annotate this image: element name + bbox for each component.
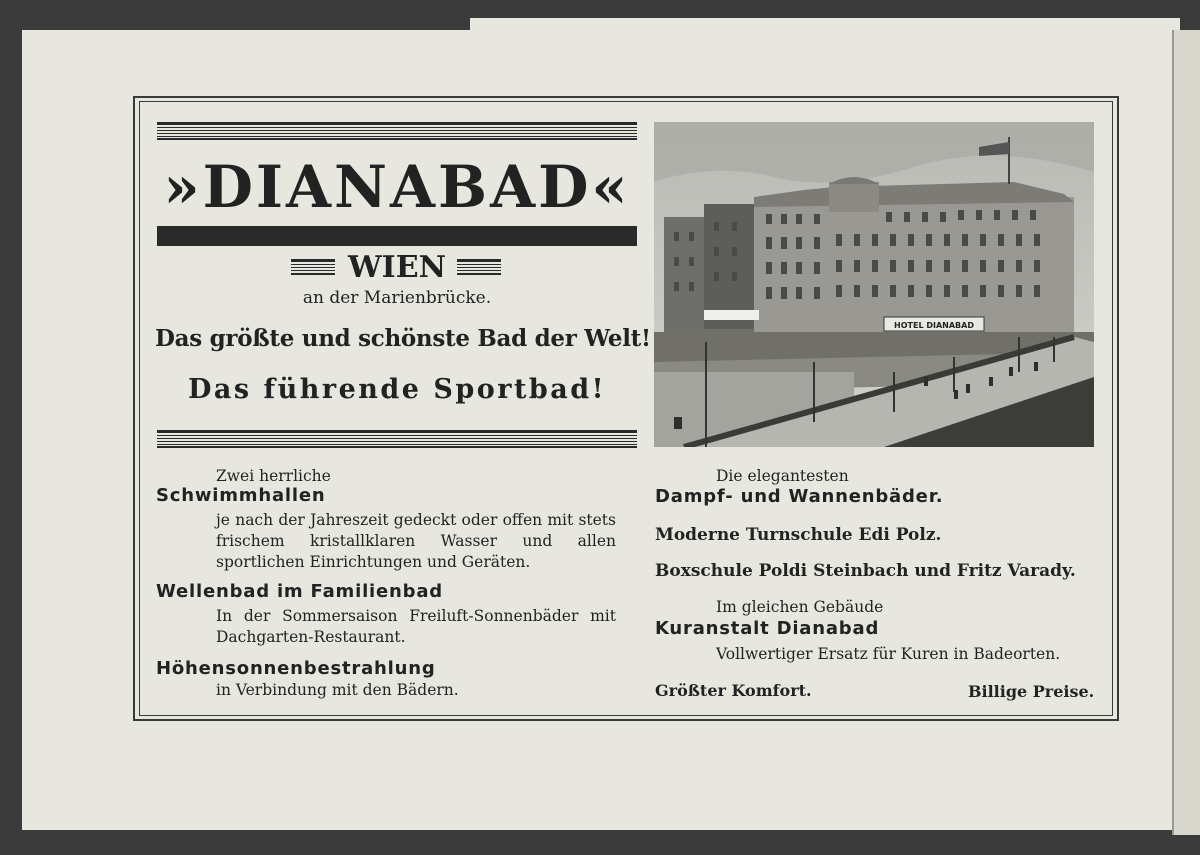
comfort-text: Größter Komfort. — [655, 681, 812, 700]
hotel-sign: HOTEL DIANABAD — [894, 321, 974, 330]
steam-baths-heading: Dampf- und Wannenbäder. — [655, 486, 944, 507]
mid-stripe-rule — [157, 430, 637, 448]
boxing-text: Boxschule Poldi Steinbach und Fritz Varady. — [655, 561, 1076, 581]
top-stripe-rule — [157, 122, 637, 140]
wave-pool-heading: Wellenbad im Familienbad — [156, 581, 443, 602]
sun-lamp-heading: Höhensonnenbestrahlung — [156, 658, 436, 679]
pools-text: je nach der Jahreszeit gedeckt oder offen mit stets frischem kristallklaren Wasser und allen sportlichen Einrichtungen und Geräten. — [216, 511, 616, 571]
spa-intro: Im gleichen Gebäude — [716, 598, 884, 616]
next-page-edge — [1172, 30, 1200, 835]
building-photo — [654, 122, 1094, 447]
title-bar-rule — [157, 226, 637, 246]
slogan-sport-bath: Das führende Sportbad! — [187, 374, 607, 405]
steam-intro: Die elegantesten — [716, 467, 849, 485]
city-name: WIEN — [347, 250, 446, 285]
slogan-largest-bath: Das größte und schönste Bad der Welt! — [155, 325, 651, 352]
pools-heading: Schwimmhallen — [156, 485, 326, 506]
spa-heading: Kuranstalt Dianabad — [655, 618, 880, 639]
wave-pool-text: In der Sommersaison Freiluft-Sonnenbäder mit Dachgarten-Restaurant. — [216, 607, 616, 646]
location-text: an der Marienbrücke. — [302, 288, 492, 308]
gym-text: Moderne Turnschule Edi Polz. — [655, 525, 942, 545]
prices-text: Billige Preise. — [968, 682, 1095, 701]
sun-lamp-text: in Verbindung mit den Bädern. — [216, 681, 459, 699]
ad-title: »DIANABAD« — [163, 153, 631, 221]
city-right-ornament — [457, 259, 501, 275]
spa-text: Vollwertiger Ersatz für Kuren in Badeorten. — [716, 645, 1061, 663]
pools-intro: Zwei herrliche — [216, 467, 331, 485]
